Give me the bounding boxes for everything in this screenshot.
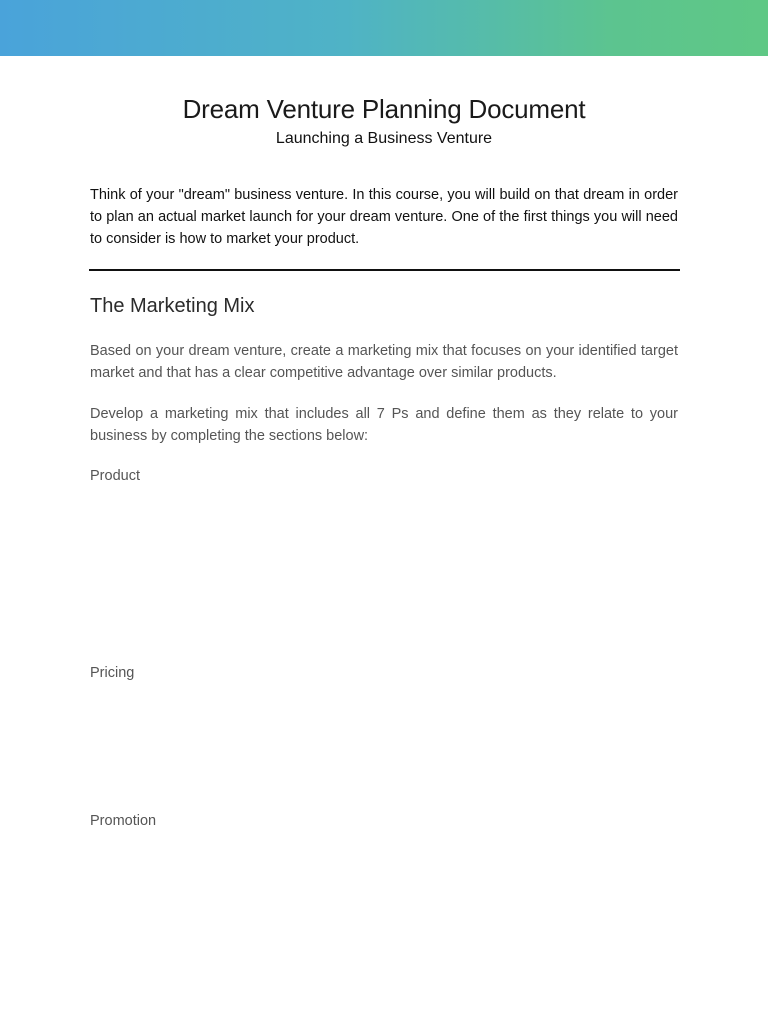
intro-paragraph: Think of your "dream" business venture. In this course, you will build on that dream in order to plan an actual market launch for your dream venture. One of the first things you will need to consider is how to market your product.: [90, 187, 678, 247]
pricing-label: Pricing: [90, 665, 135, 681]
instruction-paragraph-1: Based on your dream venture, create a marketing mix that focuses on your identified target market and that has a clear competitive advantage over similar products.: [90, 343, 678, 381]
promotion-answer-area[interactable]: [90, 837, 678, 1007]
section-heading: The Marketing Mix: [90, 295, 255, 317]
product-answer-area[interactable]: [90, 492, 678, 652]
header-band: [0, 0, 768, 56]
instruction-paragraph-2: Develop a marketing mix that includes all 7 Ps and define them as they relate to your business by completing the sections below:: [90, 406, 678, 444]
pricing-answer-area[interactable]: [90, 689, 678, 799]
product-label: Product: [90, 468, 140, 484]
document-subtitle: Launching a Business Venture: [275, 130, 493, 147]
document-title: Dream Venture Planning Document: [182, 94, 586, 124]
promotion-label: Promotion: [90, 813, 157, 829]
section-divider: [89, 269, 680, 271]
